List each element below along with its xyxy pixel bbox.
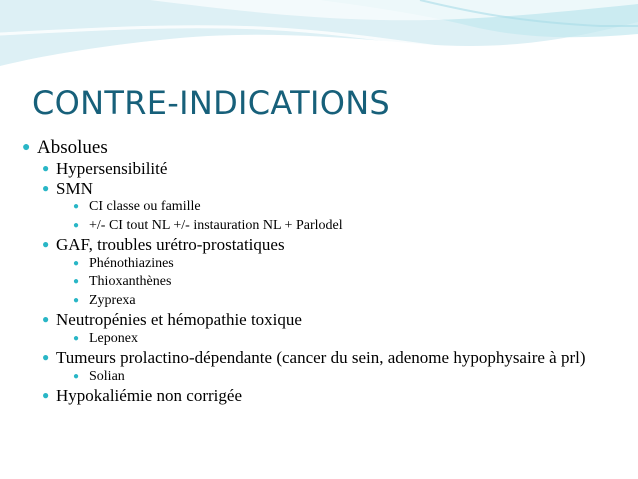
bullet-icon: ●: [42, 161, 50, 175]
list-item: [22, 179, 622, 236]
section-label: Absolues: [37, 137, 108, 158]
subitem-list: [22, 198, 622, 235]
item-label: GAF, troubles urétro-prostatiques: [56, 235, 285, 254]
subitem-list: [22, 368, 622, 387]
slide-body: [22, 137, 622, 406]
subitem-label: Zyprexa: [89, 292, 136, 308]
bullet-icon: ●: [73, 332, 80, 344]
item-row: [42, 310, 622, 330]
bullet-icon: ●: [73, 257, 80, 269]
bullet-icon: ●: [22, 140, 31, 155]
subitem-label: CI classe ou famille: [89, 199, 201, 214]
header-wave-decoration: [0, 0, 638, 80]
subitem-label: Phénothiazines: [89, 255, 174, 271]
item-row: [42, 159, 622, 179]
subitem: [73, 217, 622, 236]
slide-title: CONTRE-INDICATIONS: [32, 84, 391, 122]
bullet-icon: ●: [73, 276, 80, 287]
item-label: Hypersensibilité: [56, 159, 168, 178]
item-row: [42, 179, 622, 199]
bullet-icon: ●: [73, 201, 80, 212]
bullet-icon: ●: [73, 370, 80, 382]
item-label: SMN: [56, 178, 93, 198]
bullet-icon: ●: [42, 388, 50, 402]
subitem: [73, 368, 622, 387]
bullet-icon: ●: [42, 237, 50, 251]
subitem-label: Thioxanthènes: [89, 274, 172, 289]
item-row: [42, 348, 622, 368]
bullet-icon: ●: [73, 219, 80, 231]
list-item: [22, 159, 622, 179]
bullet-icon: ●: [73, 294, 80, 306]
subitem: [73, 292, 622, 311]
subitem-list: [22, 255, 622, 311]
item-label: Neutropénies et hémopathie toxique: [56, 310, 302, 329]
list-item: [22, 386, 622, 406]
subitem: [73, 273, 622, 292]
item-list: [22, 159, 622, 406]
bullet-icon: ●: [42, 350, 50, 364]
subitem: [73, 330, 622, 349]
list-item: [22, 310, 622, 348]
item-label: Tumeurs prolactino-dépendante (cancer du sein, adenome hypophysaire à prl): [56, 348, 586, 367]
subitem: [73, 198, 622, 217]
item-row: [42, 235, 622, 255]
item-label: Hypokaliémie non corrigée: [56, 386, 242, 405]
subitem-label: Leponex: [89, 330, 138, 346]
subitem-label: Solian: [89, 368, 125, 384]
item-row: [42, 386, 622, 406]
subitem-label: +/- CI tout NL +/- instauration NL + Parlodel: [89, 217, 343, 233]
bullet-icon: ●: [42, 312, 50, 326]
subitem: [73, 255, 622, 274]
list-item: [22, 235, 622, 310]
section-item: [22, 137, 622, 159]
list-item: [22, 348, 622, 386]
subitem-list: [22, 330, 622, 349]
bullet-icon: ●: [42, 180, 50, 195]
